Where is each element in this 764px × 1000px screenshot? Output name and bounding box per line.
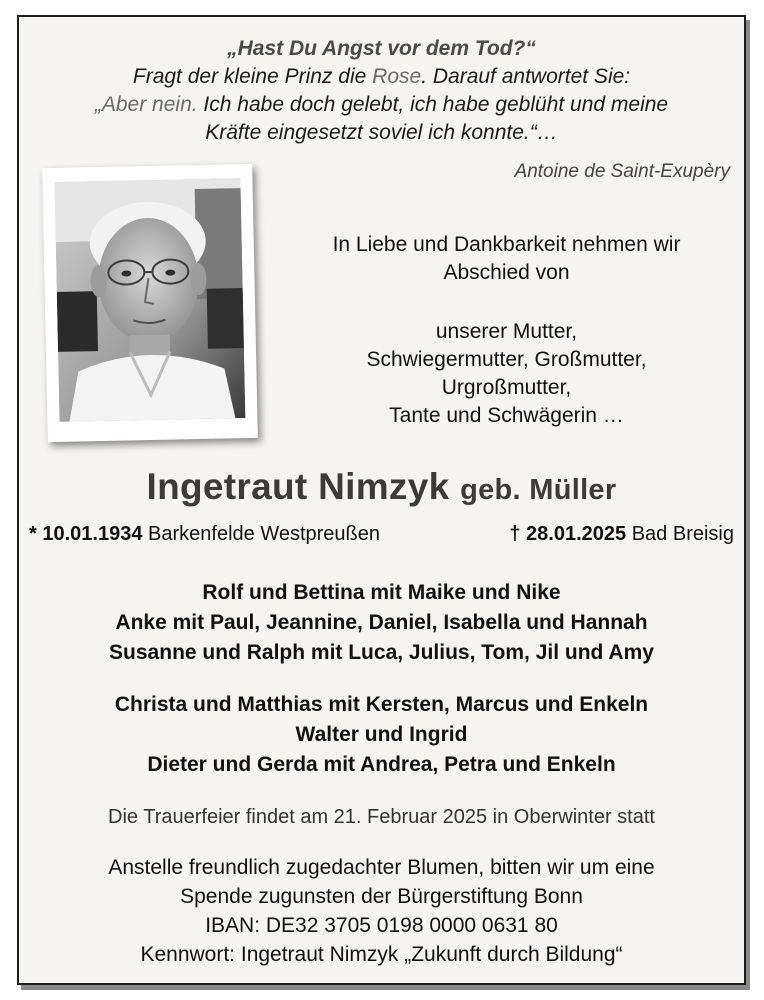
intro-block-1: [279, 231, 734, 287]
intro-block-2: [279, 318, 734, 430]
deceased-full-name: Ingetraut Nimzyk: [146, 466, 450, 507]
quote-block: [19, 35, 744, 147]
death-info: † 28.01.2025 Bad Breisig: [509, 523, 734, 545]
donation-line-1: Anstelle freundlich zugedachter Blumen, bitten wir um eine: [108, 856, 655, 879]
intro-line-5: Urgroßmutter,: [441, 376, 572, 399]
donation-line-2: Spende zugunsten der Bürgerstiftung Bonn: [180, 885, 583, 908]
donation-notice: [19, 853, 744, 969]
intro-line-4: Schwiegermutter, Großmutter,: [366, 348, 647, 371]
family-line: Susanne und Ralph mit Luca, Julius, Tom, Jil und Amy: [109, 641, 654, 664]
donation-iban: IBAN: DE32 3705 0198 0000 0631 80: [205, 914, 558, 937]
family-line: Anke mit Paul, Jeannine, Daniel, Isabella und Hannah: [115, 611, 648, 634]
family-line: Walter und Ingrid: [295, 723, 468, 746]
birth-place: Barkenfelde Westpreußen: [148, 523, 381, 545]
quote-rose: Rose: [372, 65, 422, 88]
family-group-1: [19, 578, 744, 668]
deceased-name: [19, 466, 744, 508]
quote-line-4: Kräfte eingesetzt soviel ich konnte.“…: [205, 121, 558, 144]
portrait-photo-image: [54, 178, 245, 422]
ceremony-notice: Die Trauerfeier findet am 21. Februar 2025 in Oberwinter statt: [108, 806, 655, 828]
deceased-maiden-name: geb. Müller: [460, 474, 617, 506]
quote-author: Antoine de Saint-Exupèry: [514, 161, 730, 182]
death-place: Bad Breisig: [631, 523, 734, 545]
family-line: Dieter und Gerda mit Andrea, Petra und Enkeln: [147, 753, 616, 776]
birth-info: * 10.01.1934 Barkenfelde Westpreußen: [29, 523, 381, 545]
quote-aber-nein: „Aber nein.: [94, 93, 198, 116]
portrait-photo: [42, 164, 258, 442]
life-dates: [29, 523, 734, 546]
quote-title: „Hast Du Angst vor dem Tod?“: [227, 37, 536, 60]
donation-keyword: Kennwort: Ingetraut Nimzyk „Zukunft durch Bildung“: [140, 943, 623, 966]
family-group-2: [19, 690, 744, 780]
intro-line-3: unserer Mutter,: [435, 320, 578, 343]
death-date: 28.01.2025: [526, 523, 627, 545]
intro-line-2: Abschied von: [443, 261, 570, 284]
quote-line-2: Fragt der kleine Prinz die Rose. Darauf antwortet Sie:: [132, 65, 631, 88]
family-line: Christa und Matthias mit Kersten, Marcus und Enkeln: [114, 693, 649, 716]
intro-line-1: In Liebe und Dankbarkeit nehmen wir: [332, 233, 681, 256]
birth-date: 10.01.1934: [42, 523, 143, 545]
intro-line-6: Tante und Schwägerin …: [389, 404, 624, 427]
family-line: Rolf und Bettina mit Maike und Nike: [202, 581, 561, 604]
quote-line-3: „Aber nein. Ich habe doch gelebt, ich habe geblüht und meine: [94, 93, 669, 116]
obituary-card: [17, 15, 746, 985]
